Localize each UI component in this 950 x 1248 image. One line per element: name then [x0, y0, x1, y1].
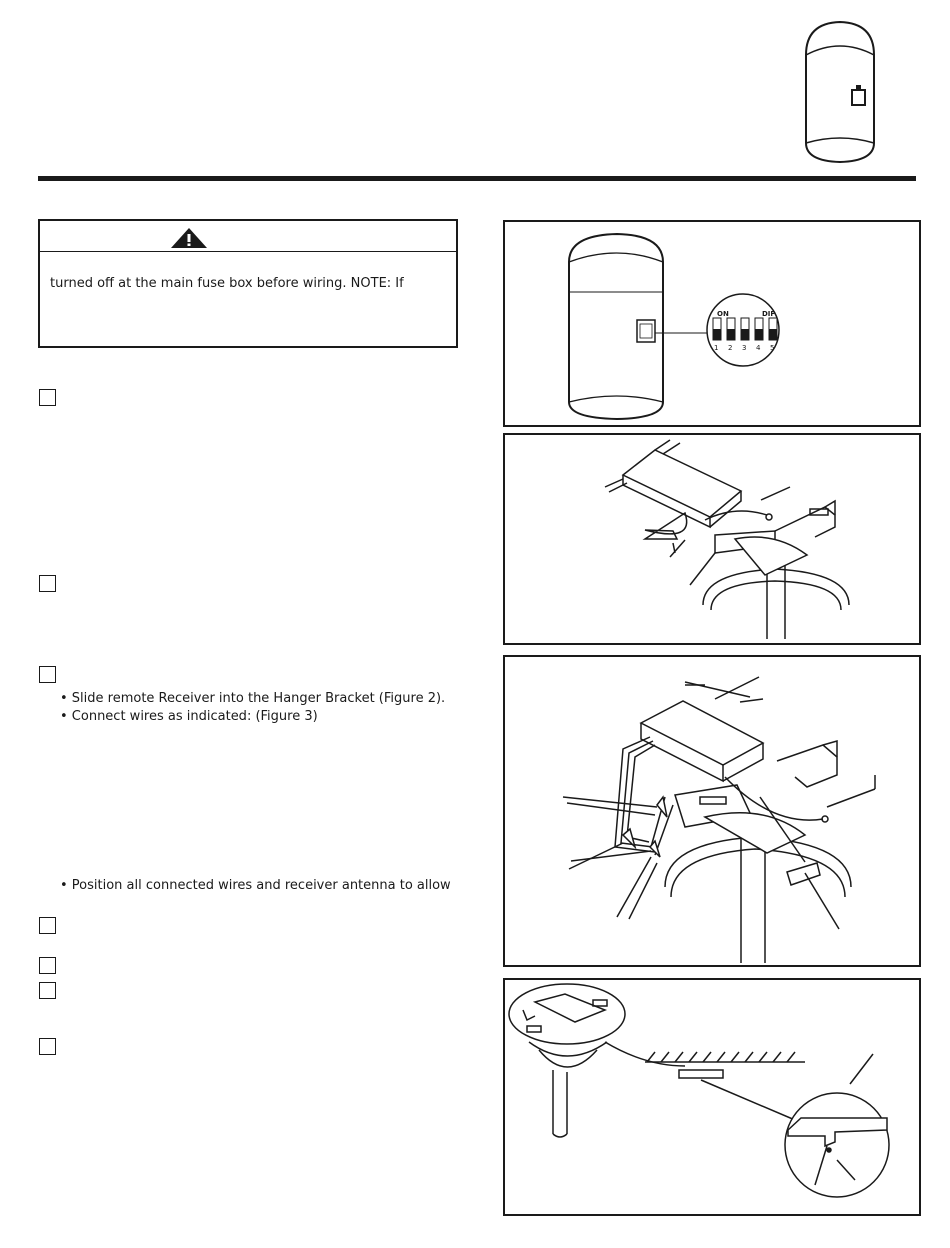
switch-number: 3	[742, 344, 747, 352]
dip-label: DIP	[762, 310, 776, 318]
switch-number: 1	[714, 344, 719, 352]
switch-number: 2	[728, 344, 733, 352]
step-checkbox-6[interactable]	[39, 982, 56, 999]
figure-2-hanger-bracket	[503, 433, 921, 645]
bullet-list-receiver	[60, 690, 445, 726]
figure-1-dip-switch	[503, 220, 921, 427]
warning-divider	[40, 251, 456, 252]
bullet-slide-receiver: • Slide remote Receiver into the Hanger Bracket (Figure 2).	[60, 691, 446, 706]
warning-box	[38, 219, 458, 348]
step-checkbox-1[interactable]	[39, 389, 56, 406]
dip-on-label: ON	[717, 310, 729, 318]
switch-number: 5	[770, 344, 775, 352]
step-checkbox-4[interactable]	[39, 917, 56, 934]
step-checkbox-7[interactable]	[39, 1038, 56, 1055]
step-checkbox-5[interactable]	[39, 957, 56, 974]
header-rule	[38, 176, 916, 181]
figure-3-wire-connections	[503, 655, 921, 967]
warning-triangle-icon	[170, 227, 208, 249]
step-checkbox-2[interactable]	[39, 575, 56, 592]
bullet-position-wires: • Position all connected wires and receiver antenna to allow	[60, 878, 451, 893]
switch-number: 4	[756, 344, 761, 352]
step-checkbox-3[interactable]	[39, 666, 56, 683]
warning-text: turned off at the main fuse box before wiring. NOTE: If	[50, 276, 404, 291]
bullet-connect-wires: • Connect wires as indicated: (Figure 3)	[60, 709, 318, 724]
header-receiver-illustration	[800, 15, 880, 165]
figure-4-antenna-mounting	[503, 978, 921, 1216]
